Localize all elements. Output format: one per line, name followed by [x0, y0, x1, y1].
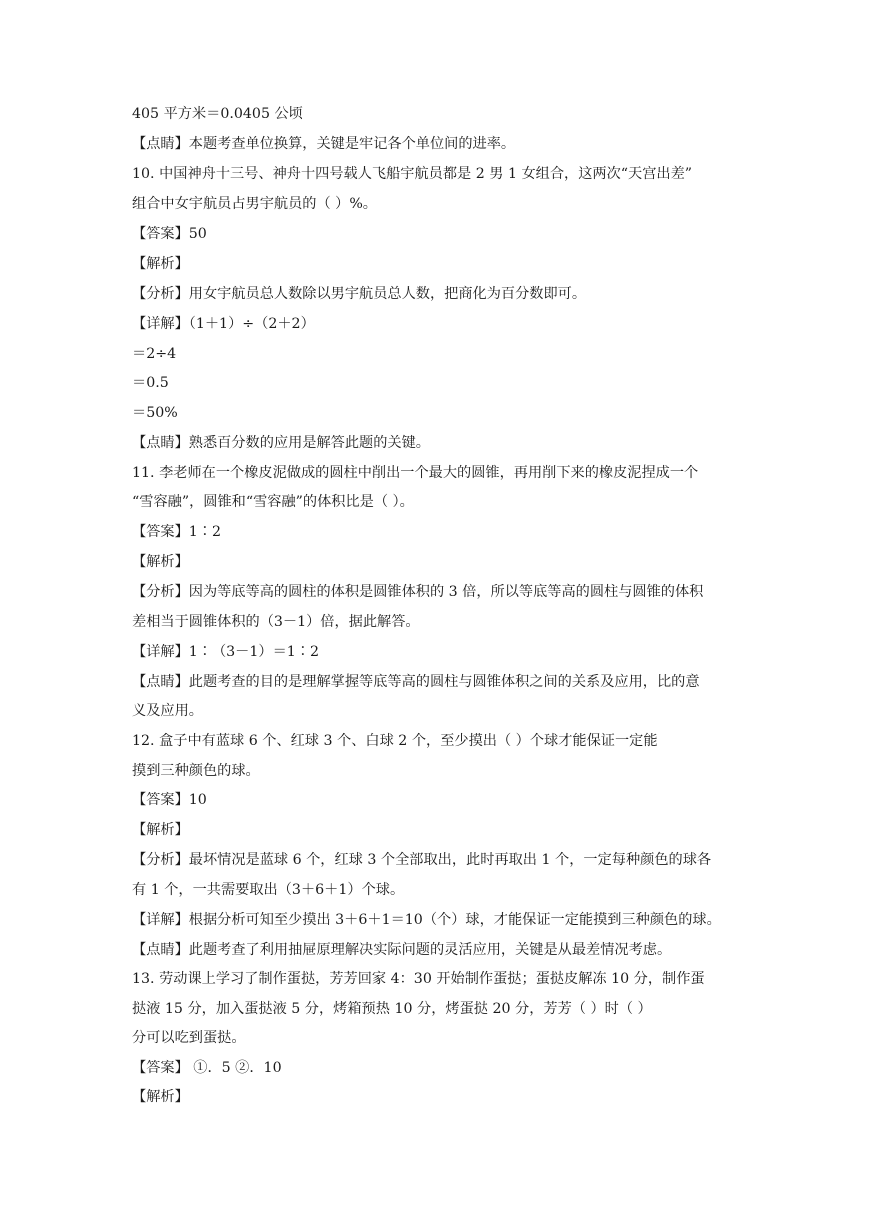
answer-label: 【答案】10 — [132, 792, 207, 808]
text-line: 【详解】（1＋1）÷（2＋2） — [132, 316, 315, 332]
question-13-line-2: 挞液 15 分，加入蛋挞液 5 分，烤箱预热 10 分，烤蛋挞 20 分，芳芳（ ）时（ ） — [132, 1001, 652, 1017]
answer-label: 【答案】 ①．5 ②．10 — [132, 1060, 282, 1076]
analysis-label: 【解析】 — [132, 822, 189, 838]
text-line: 有 1 个，一共需要取出（3＋6＋1）个球。 — [132, 882, 405, 898]
question-11-line-1: 11. 李老师在一个橡皮泥做成的圆柱中削出一个最大的圆锥，再用削下来的橡皮泥捏成一个 — [132, 465, 699, 481]
question-12-line-2: 摸到三种颜色的球。 — [132, 763, 260, 779]
question-13-line-3: 分可以吃到蛋挞。 — [132, 1030, 246, 1046]
answer-label: 【答案】50 — [132, 226, 207, 242]
text-line: ＝0.5 — [132, 375, 169, 391]
text-line: ＝2÷4 — [132, 346, 177, 362]
text-line: 【分析】因为等底等高的圆柱的体积是圆锥体积的 3 倍，所以等底等高的圆柱与圆锥的体积 — [132, 584, 704, 600]
text-line: ＝50% — [132, 405, 178, 421]
text-line: 差相当于圆锥体积的（3－1）倍，据此解答。 — [132, 614, 420, 630]
text-line: 【详解】根据分析可知至少摸出 3＋6＋1＝10（个）球，才能保证一定能摸到三种颜色的球。 — [132, 912, 721, 928]
analysis-label: 【解析】 — [132, 1089, 189, 1105]
text-line: 【分析】最坏情况是蓝球 6 个，红球 3 个全部取出，此时再取出 1 个，一定每种颜色的球各 — [132, 852, 712, 868]
question-10-line-2: 组合中女宇航员占男宇航员的（ ）%。 — [132, 196, 377, 212]
text-line: 义及应用。 — [132, 703, 203, 719]
text-line: 【点睛】此题考查了利用抽屉原理解决实际问题的灵活应用，关键是从最差情况考虑。 — [132, 942, 672, 958]
text-line: 【点睛】此题考查的目的是理解掌握等底等高的圆柱与圆锥体积之间的关系及应用，比的意 — [132, 674, 700, 690]
text-line: 405 平方米＝0.0405 公顷 — [132, 106, 303, 122]
question-12-line-1: 12. 盒子中有蓝球 6 个、红球 3 个、白球 2 个，至少摸出（ ）个球才能保证一定能 — [132, 733, 658, 749]
text-line: 【详解】1∶（3－1）＝1∶2 — [132, 644, 320, 660]
answer-label: 【答案】1∶2 — [132, 524, 221, 540]
question-11-line-2: “雪容融”，圆锥和“雪容融”的体积比是（ ）。 — [132, 494, 414, 510]
text-line: 【点睛】本题考查单位换算，关键是牢记各个单位间的进率。 — [132, 136, 516, 152]
analysis-label: 【解析】 — [132, 256, 189, 272]
question-10-line-1: 10. 中国神舟十三号、神舟十四号载人飞船宇航员都是 2 男 1 女组合，这两次“天宫出差” — [132, 166, 693, 182]
text-line: 【点睛】熟悉百分数的应用是解答此题的关键。 — [132, 435, 430, 451]
text-line: 【分析】用女宇航员总人数除以男宇航员总人数，把商化为百分数即可。 — [132, 286, 587, 302]
question-13-line-1: 13. 劳动课上学习了制作蛋挞，芳芳回家 4：30 开始制作蛋挞；蛋挞皮解冻 10 分，制作蛋 — [132, 971, 705, 987]
analysis-label: 【解析】 — [132, 554, 189, 570]
